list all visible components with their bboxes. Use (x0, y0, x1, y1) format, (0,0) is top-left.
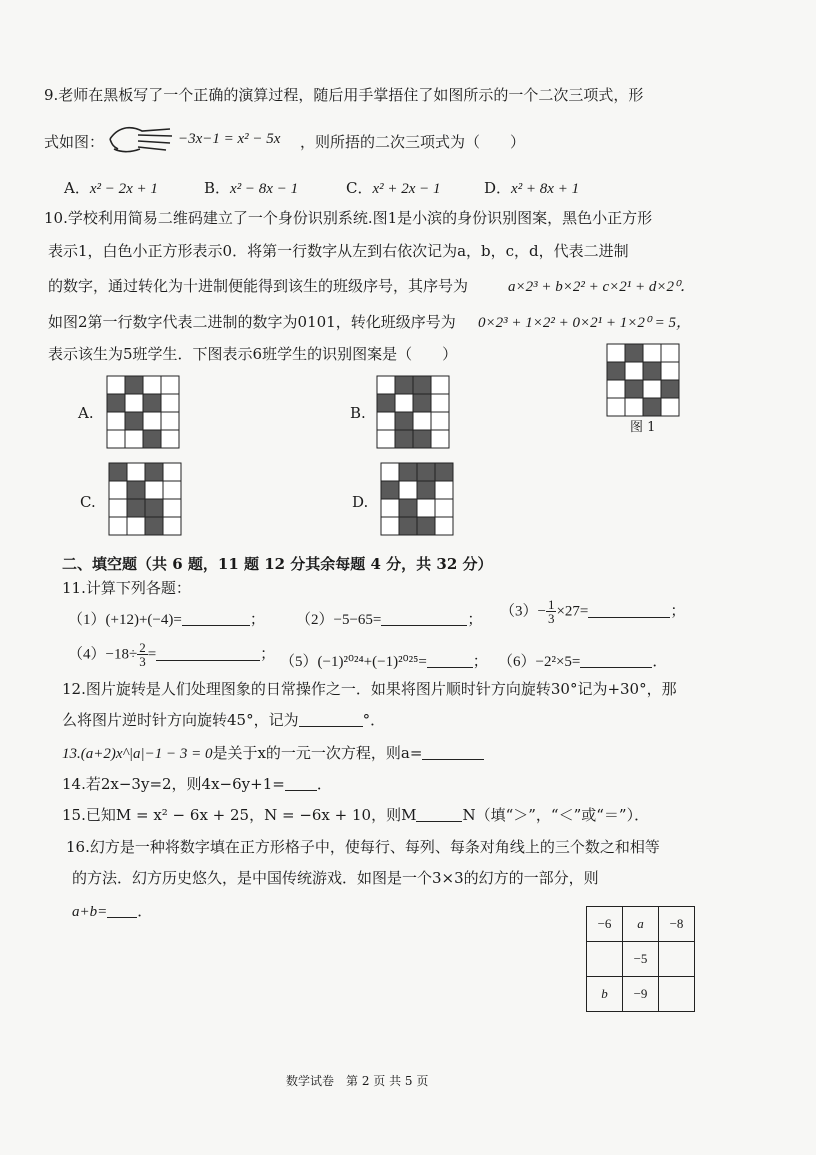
grid-cell-white (161, 394, 179, 412)
grid-cell-white (607, 380, 625, 398)
q10-line4-formula: 0×2³ + 1×2² + 0×2¹ + 1×2⁰ = 5， (478, 315, 691, 331)
q11-part-1: （1）(+12)+(−4)= ； (68, 610, 265, 628)
grid-cell-black (395, 376, 413, 394)
grid-cell-black (395, 412, 413, 430)
q14-line: 14.若2x−3y=2，则4x−6y+1= ． (62, 775, 332, 793)
grid-cell-white (143, 376, 161, 394)
q9-equation: −3x−1 = x² − 5x (178, 131, 281, 147)
grid-cell-white (107, 376, 125, 394)
q11-part-4-blank[interactable] (156, 646, 260, 661)
grid-cell-white (143, 412, 161, 430)
grid-cell-white (661, 398, 679, 416)
grid-cell-black (413, 430, 431, 448)
grid-cell-black (127, 481, 145, 499)
grid-cell-black (145, 517, 163, 535)
q14-blank[interactable] (285, 776, 317, 791)
grid-cell-white (163, 463, 181, 481)
q10-option-d-label[interactable]: D. (352, 493, 369, 511)
q10-line1: 10.学校利用简易二维码建立了一个身份识别系统.图1是小滨的身份识别图案，黑色小正方形 (44, 209, 653, 227)
grid-cell-black (643, 398, 661, 416)
q10-option-a-label[interactable]: A. (78, 404, 94, 422)
q11-title: 11.计算下列各题： (62, 579, 191, 597)
q10-line2: 表示1，白色小正方形表示0．将第一行数字从左到右依次记为a，b，c，d，代表二进制 (48, 242, 629, 260)
grid-cell-black (625, 344, 643, 362)
grid-cell-black (381, 481, 399, 499)
grid-cell-white (435, 499, 453, 517)
magic-cell (659, 942, 695, 977)
q11-part-6: （6）−2²×5= ． (498, 652, 668, 670)
grid-cell-black (145, 463, 163, 481)
q9-option-b[interactable]: B．x² − 8x − 1 (204, 179, 299, 197)
q11-part-2: （2）−5−65= ； (296, 610, 483, 628)
grid-cell-white (381, 517, 399, 535)
grid-cell-white (431, 430, 449, 448)
q16-line2: 的方法．幻方历史悠久，是中国传统游戏．如图是一个3×3的幻方的一部分，则 (72, 869, 599, 887)
grid-cell-white (163, 499, 181, 517)
q9-option-a[interactable]: A．x² − 2x + 1 (64, 179, 158, 197)
q12-line2: 么将图片逆时针方向旋转45°，记为 °． (62, 711, 386, 729)
magic-square-row (587, 977, 695, 1012)
grid-cell-black (417, 463, 435, 481)
grid-cell-white (395, 394, 413, 412)
q11-part-2-blank[interactable] (381, 611, 467, 626)
grid-cell-white (125, 394, 143, 412)
q9-line2-suffix: ，则所捂的二次三项式为（ ） (300, 133, 526, 151)
grid-cell-white (435, 481, 453, 499)
grid-cell-white (107, 430, 125, 448)
grid-cell-white (643, 380, 661, 398)
q16-blank[interactable] (107, 903, 137, 918)
grid-cell-black (399, 463, 417, 481)
magic-cell (659, 977, 695, 1012)
grid-cell-white (413, 412, 431, 430)
grid-cell-black (399, 499, 417, 517)
grid-cell-white (377, 412, 395, 430)
magic-square (586, 906, 695, 1012)
grid-cell-white (109, 517, 127, 535)
grid-cell-white (127, 517, 145, 535)
q9-line1: 9.老师在黑板写了一个正确的演算过程，随后用手掌捂住了如图所示的一个二次三项式，形 (44, 86, 644, 104)
q10-option-a-grid[interactable] (106, 375, 180, 449)
q11-part-5: （5）(−1)²⁰²⁴+(−1)²⁰²⁵= ； (280, 652, 488, 670)
grid-cell-white (163, 517, 181, 535)
grid-cell-white (161, 376, 179, 394)
grid-cell-white (431, 376, 449, 394)
grid-cell-white (661, 344, 679, 362)
q10-option-d-grid[interactable] (380, 462, 454, 536)
grid-cell-white (625, 362, 643, 380)
grid-cell-white (607, 344, 625, 362)
grid-cell-black (143, 394, 161, 412)
magic-cell: −6 (587, 907, 623, 942)
hand-image (108, 119, 176, 161)
grid-cell-black (607, 362, 625, 380)
q11-part-3: （3）− $\frac{1}{3}$ ×27= ； (500, 597, 686, 626)
q10-line4-prefix: 如图2第一行数字代表二进制的数字为0101，转化班级序号为 (48, 313, 456, 331)
page-footer: 数学试卷 第 2 页 共 5 页 (286, 1074, 429, 1088)
grid-cell-white (109, 499, 127, 517)
q9-option-c[interactable]: C．x² + 2x − 1 (346, 179, 441, 197)
grid-cell-black (399, 517, 417, 535)
grid-cell-white (661, 362, 679, 380)
magic-square-row (587, 907, 695, 942)
grid-cell-black (145, 499, 163, 517)
q10-option-c-grid[interactable] (108, 462, 182, 536)
q13-line: 13.(a+2)x^|a|−1 − 3 = 0是关于x的一元一次方程，则a= (62, 742, 484, 763)
grid-cell-black (395, 430, 413, 448)
grid-cell-black (643, 362, 661, 380)
q9-line2-prefix: 式如图： (44, 133, 105, 151)
grid-cell-white (377, 376, 395, 394)
grid-cell-white (625, 398, 643, 416)
q16-line1: 16.幻方是一种将数字填在正方形格子中，使每行、每列、每条对角线上的三个数之和相等 (66, 838, 660, 856)
q10-option-b-grid[interactable] (376, 375, 450, 449)
q9-option-d[interactable]: D．x² + 8x + 1 (484, 179, 580, 197)
q10-line3-formula: a×2³ + b×2² + c×2¹ + d×2⁰． (508, 279, 696, 295)
q13-blank[interactable] (422, 745, 484, 760)
grid-cell-black (109, 463, 127, 481)
grid-cell-white (417, 499, 435, 517)
grid-cell-black (413, 376, 431, 394)
q11-part-1-blank[interactable] (182, 611, 250, 626)
grid-cell-white (107, 412, 125, 430)
q10-option-c-label[interactable]: C. (80, 493, 96, 511)
grid-cell-black (125, 412, 143, 430)
grid-cell-white (109, 481, 127, 499)
grid-cell-black (125, 376, 143, 394)
q11-part-6-blank[interactable] (580, 653, 652, 668)
grid-cell-black (625, 380, 643, 398)
grid-cell-white (125, 430, 143, 448)
grid-cell-white (381, 463, 399, 481)
grid-cell-black (661, 380, 679, 398)
grid-cell-white (163, 481, 181, 499)
grid-cell-white (643, 344, 661, 362)
magic-cell: −8 (659, 907, 695, 942)
q12-blank[interactable] (299, 712, 363, 727)
grid-cell-black (413, 394, 431, 412)
q11-part-3-blank[interactable] (588, 603, 670, 618)
q15-blank[interactable] (416, 807, 462, 822)
grid-cell-white (399, 481, 417, 499)
grid-cell-white (377, 430, 395, 448)
section-2-heading: 二、填空题（共 6 题，11 题 12 分其余每题 4 分，共 32 分） (62, 555, 493, 573)
q10-line3-prefix: 的数字，通过转化为十进制便能得到该生的班级序号，其序号为 (48, 277, 469, 295)
grid-cell-white (127, 463, 145, 481)
magic-cell (587, 942, 623, 977)
q11-part-5-blank[interactable] (427, 653, 473, 668)
grid-cell-white (431, 412, 449, 430)
magic-square-row (587, 942, 695, 977)
magic-cell-b: b (587, 977, 623, 1012)
q12-line1: 12.图片旋转是人们处理图象的日常操作之一．如果将图片顺时针方向旋转30°记为+30°，那 (62, 680, 677, 698)
grid-cell-white (161, 412, 179, 430)
grid-cell-black (107, 394, 125, 412)
q15-line: 15.已知M = x² − 6x + 25，N = −6x + 10，则M N（填“＞”，“＜”或“＝”）． (62, 806, 650, 824)
magic-cell-a: a (623, 907, 659, 942)
grid-cell-white (145, 481, 163, 499)
grid-cell-black (127, 499, 145, 517)
grid-cell-white (161, 430, 179, 448)
q16-line3: a+b= ． (72, 902, 153, 920)
grid-cell-black (143, 430, 161, 448)
q11-part-4: （4）−18÷ $\frac{2}{3}$ = ； (68, 640, 276, 669)
figure-1-caption: 图 1 (630, 420, 656, 435)
grid-cell-white (607, 398, 625, 416)
grid-cell-white (381, 499, 399, 517)
grid-cell-black (417, 481, 435, 499)
grid-cell-black (435, 463, 453, 481)
q10-line5: 表示该生为5班学生．下图表示6班学生的识别图案是（ ） (48, 345, 458, 363)
magic-cell: −9 (623, 977, 659, 1012)
grid-cell-white (431, 394, 449, 412)
magic-cell: −5 (623, 942, 659, 977)
grid-cell-black (417, 517, 435, 535)
grid-cell-black (377, 394, 395, 412)
grid-cell-white (435, 517, 453, 535)
q10-option-b-label[interactable]: B. (350, 404, 366, 422)
figure-1-grid (606, 343, 680, 417)
